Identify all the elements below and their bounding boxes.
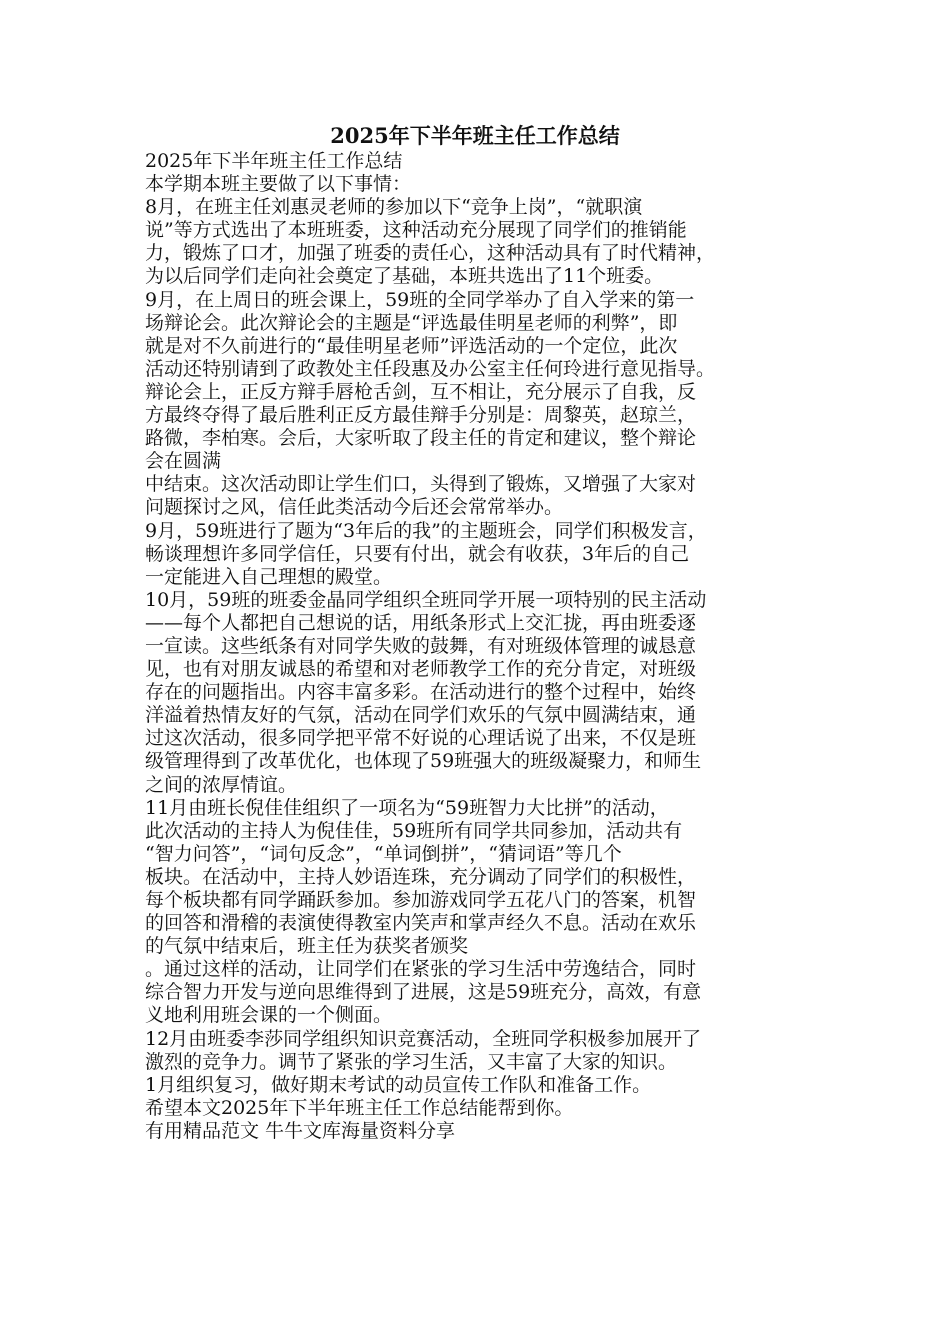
document-title: 2025年下半年班主任工作总结 [330,123,620,148]
body-text-line: “智力问答”，“词句反念”，“单词倒拼”，“猜词语”等几个 [145,842,622,865]
body-text-line: 每个板块都有同学踊跃参加。参加游戏同学五花八门的答案，机智 [145,889,697,911]
body-text-line: 就是对不久前进行的“最佳明星老师”评选活动的一个定位，此次 [145,334,678,357]
body-text-line: 场辩论会。此次辩论会的主题是“评选最佳明星老师的利弊”，即 [145,311,678,334]
body-text-line: 一宣读。这些纸条有对同学失败的鼓舞，有对班级体管理的诚恳意 [145,634,697,657]
body-text-line: 之间的浓厚情谊。 [145,773,298,796]
body-text-line: 激烈的竞争力。调节了紧张的学习生活，又丰富了大家的知识。 [145,1050,678,1073]
body-text-line: 畅谈理想许多同学信任，只要有付出，就会有收获，3年后的自己 [145,542,690,565]
body-text-line: 力，锻炼了口才，加强了班委的责任心，这种活动具有了时代精神， [145,242,716,265]
body-text-line: 9月，在上周日的班会课上，59班的全同学举办了自入学来的第一 [145,288,695,311]
body-text-line: 一定能进入自己理想的殿堂。 [145,565,393,588]
body-text-line: 11月由班长倪佳佳组织了一项名为“59班智力大比拼”的活动， [145,796,669,819]
body-text-line: 2025年下半年班主任工作总结 [145,150,403,172]
body-text-line: 1月组织复习，做好期末考试的动员宣传工作队和准备工作。 [145,1073,652,1096]
body-text-line: 。通过这样的活动，让同学们在紧张的学习生活中劳逸结合，同时 [145,958,697,981]
body-text-line: 洋溢着热情友好的气氛，活动在同学们欢乐的气氛中圆满结束，通 [145,704,697,727]
body-text-line: 的气氛中结束后，班主任为获奖者颁奖 [145,935,469,958]
body-text-line: 的回答和滑稽的表演使得教室内笑声和掌声经久不息。活动在欢乐 [145,912,697,935]
body-text-line: 此次活动的主持人为倪佳佳，59班所有同学共同参加，活动共有 [145,819,683,842]
body-text-line: 过这次活动，很多同学把平常不好说的心理话说了出来，不仅是班 [145,727,697,750]
body-text-line: 存在的问题指出。内容丰富多彩。在活动进行的整个过程中，始终 [145,681,697,704]
body-text-line: 12月由班委李莎同学组织知识竞赛活动，全班同学积极参加展开了 [145,1027,702,1050]
body-text-line: 8月，在班主任刘惠灵老师的参加以下“竞争上岗”，“就职演 [145,196,643,219]
body-text-line: 10月，59班的班委金晶同学组织全班同学开展一项特别的民主活动 [145,588,707,611]
body-text-line: 会在圆满 [145,450,222,473]
body-text-line: 有用精品范文 牛牛文库海量资料分享 [145,1119,456,1142]
body-text-line: 义地利用班会课的一个侧面。 [145,1004,393,1027]
body-text-line: 本学期本班主要做了以下事情： [145,173,412,196]
body-text-line: 辩论会上，正反方辩手唇枪舌剑，互不相让，充分展示了自我，反 [145,380,697,403]
body-text-line: ——每个人都把自己想说的话，用纸条形式上交汇拢，再由班委逐 [145,611,697,634]
document-body [145,150,830,1143]
body-text-line: 活动还特别请到了政教处主任段惠及办公室主任何玲进行意见指导。 [145,357,716,380]
body-text-line: 中结束。这次活动即让学生们口，头得到了锻炼，又增强了大家对 [145,473,697,496]
body-text-line: 板块。在活动中，主持人妙语连珠，充分调动了同学们的积极性， [145,865,697,888]
body-text-line: 方最终夺得了最后胜利正反方最佳辩手分别是：周黎英，赵琼兰， [145,404,697,427]
body-text-line: 希望本文2025年下半年班主任工作总结能帮到你。 [145,1096,574,1119]
body-text-line: 为以后同学们走向社会奠定了基础，本班共选出了11个班委。 [145,265,664,288]
body-text-line: 路微，李柏寒。会后，大家听取了段主任的肯定和建议，整个辩论 [145,427,697,450]
body-text-line: 综合智力开发与逆向思维得到了进展，这是59班充分，高效，有意 [145,981,702,1004]
body-text-line: 9月，59班进行了题为“3年后的我”的主题班会，同学们积极发言， [145,519,707,542]
body-text-line: 见，也有对朋友诚恳的希望和对老师教学工作的充分肯定，对班级 [145,658,697,681]
body-text-line: 问题探讨之风，信任此类活动今后还会常常举办。 [145,496,564,519]
body-text-line: 说”等方式选出了本班班委，这种活动充分展现了同学们的推销能 [145,219,687,242]
body-text-line: 级管理得到了改革优化，也体现了59班强大的班级凝聚力，和师生 [145,750,702,773]
